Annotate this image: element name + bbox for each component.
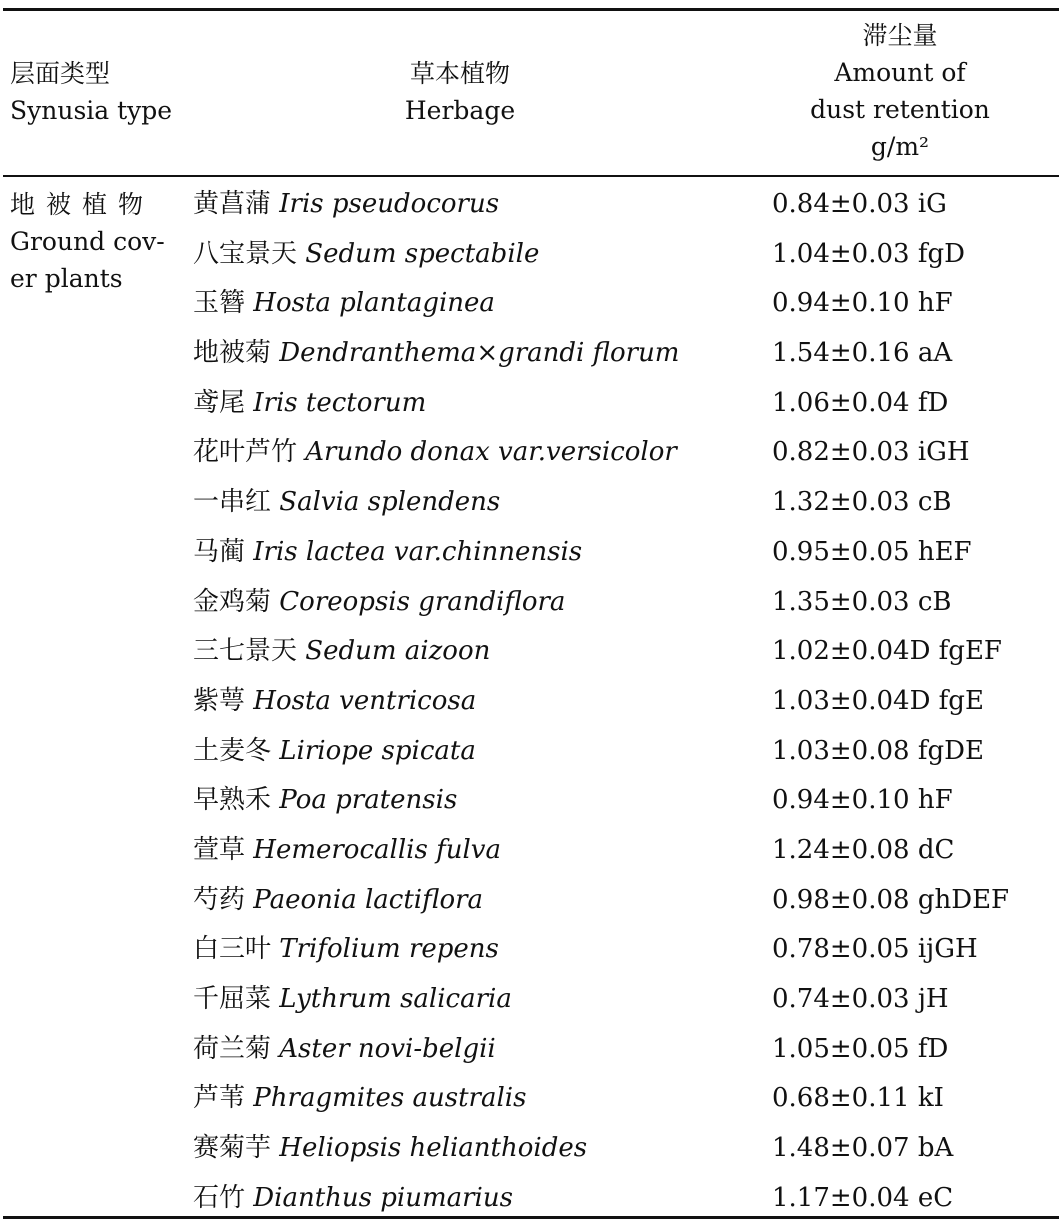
plant-name-cell <box>193 283 495 323</box>
plant-scientific-name: Hosta ventricosa <box>253 685 477 716</box>
dust-retention-value: 1.17±0.04 eC <box>772 1182 954 1213</box>
plant-scientific-name: Liriope spicata <box>279 735 476 766</box>
table-row <box>0 975 1064 1025</box>
plant-chinese-name: 金鸡菊 <box>193 586 272 617</box>
plant-name-cell <box>193 780 457 820</box>
plant-name-cell <box>193 532 582 572</box>
table-row <box>0 180 1064 230</box>
plant-chinese-name: 早熟禾 <box>193 785 272 816</box>
plant-chinese-name: 三七景天 <box>193 636 298 667</box>
table-row <box>0 329 1064 379</box>
plant-chinese-name: 地被菊 <box>193 338 272 369</box>
plant-chinese-name: 马蔺 <box>193 536 246 567</box>
plant-name-cell <box>193 681 476 721</box>
plant-scientific-name: Arundo donax var.versicolor <box>305 437 677 468</box>
plant-chinese-name: 鸢尾 <box>193 387 246 418</box>
plant-name-cell <box>193 731 476 771</box>
plant-scientific-name: Sedum spectabile <box>305 238 540 269</box>
dust-retention-value: 1.02±0.04D fgEF <box>772 636 1002 667</box>
plant-chinese-name: 千屈菜 <box>193 984 272 1014</box>
header-synusia-type <box>10 55 172 129</box>
plant-scientific-name: Poa pratensis <box>279 785 458 816</box>
plant-scientific-name: Phragmites australis <box>253 1083 527 1114</box>
plant-chinese-name: 芍药 <box>193 884 246 915</box>
header-herbage-en: Herbage <box>404 96 516 125</box>
header-synusia-en: Synusia type <box>10 96 173 125</box>
dust-retention-value: 1.04±0.03 fgD <box>772 238 965 269</box>
header-dust-unit: g/m² <box>870 132 930 161</box>
plant-scientific-name: Hosta plantaginea <box>253 288 495 319</box>
group-label-en-1: Ground cov- <box>10 227 165 256</box>
plant-scientific-name: Salvia splendens <box>279 487 501 518</box>
plant-chinese-name: 八宝景天 <box>193 238 298 269</box>
dust-retention-value: 0.74±0.03 jH <box>772 984 949 1014</box>
plant-scientific-name: Trifolium repens <box>279 934 499 965</box>
group-label-en-2: er plants <box>10 264 123 293</box>
plant-scientific-name: Hemerocallis fulva <box>253 834 501 865</box>
plant-chinese-name: 花叶芦竹 <box>193 437 298 468</box>
plant-scientific-name: Iris lactea var.chinnensis <box>253 536 583 567</box>
plant-chinese-name: 芦苇 <box>193 1083 246 1114</box>
dust-retention-value: 0.94±0.10 hF <box>772 288 953 319</box>
plant-name-cell <box>193 631 490 671</box>
table-row <box>0 230 1064 280</box>
table-top-rule <box>3 8 1059 11</box>
table-row <box>0 1124 1064 1174</box>
table-row <box>0 677 1064 727</box>
plant-name-cell <box>193 979 512 1019</box>
plant-scientific-name: Paeonia lactiflora <box>253 884 484 915</box>
plant-name-cell <box>193 482 500 522</box>
dust-retention-value: 1.35±0.03 cB <box>772 586 952 617</box>
dust-retention-value: 1.54±0.16 aA <box>772 338 953 369</box>
dust-retention-value: 1.05±0.05 fD <box>772 1033 949 1064</box>
plant-scientific-name: Iris tectorum <box>253 387 427 418</box>
table-bottom-rule <box>3 1216 1059 1219</box>
table-row <box>0 826 1064 876</box>
table-row <box>0 279 1064 329</box>
dust-retention-value: 0.78±0.05 ijGH <box>772 934 978 965</box>
plant-name-cell <box>193 383 426 423</box>
dust-retention-value: 0.82±0.03 iGH <box>772 437 970 468</box>
dust-retention-value: 1.03±0.08 fgDE <box>772 735 984 766</box>
plant-name-cell <box>193 880 483 920</box>
plant-name-cell <box>193 1128 587 1168</box>
table-row <box>0 925 1064 975</box>
dust-retention-value: 0.84±0.03 iG <box>772 189 947 219</box>
table-row <box>0 1074 1064 1124</box>
header-synusia-zh: 层面类型 <box>10 59 111 88</box>
plant-name-cell <box>193 582 565 622</box>
plant-name-cell <box>193 184 499 224</box>
plant-scientific-name: Iris pseudocorus <box>279 189 500 219</box>
plant-name-cell <box>193 333 679 373</box>
table-row <box>0 627 1064 677</box>
dust-retention-value: 1.03±0.04D fgE <box>772 685 984 716</box>
header-dust-zh: 滞尘量 <box>862 21 938 50</box>
plant-chinese-name: 土麦冬 <box>193 735 272 766</box>
header-herbage <box>340 55 580 129</box>
dust-retention-value: 0.68±0.11 kI <box>772 1083 944 1114</box>
plant-scientific-name: Sedum aizoon <box>305 636 491 667</box>
header-herbage-zh: 草本植物 <box>409 59 510 88</box>
table-header-rule <box>3 175 1059 177</box>
table-row <box>0 528 1064 578</box>
plant-scientific-name: Aster novi-belgii <box>279 1033 496 1064</box>
plant-chinese-name: 荷兰菊 <box>193 1033 272 1064</box>
dust-retention-value: 1.32±0.03 cB <box>772 487 952 518</box>
plant-scientific-name: Dendranthema×grandi florum <box>279 338 680 369</box>
plant-scientific-name: Lythrum salicaria <box>279 984 512 1014</box>
plant-name-cell <box>193 830 501 870</box>
dust-retention-value: 0.98±0.08 ghDEF <box>772 884 1010 915</box>
table-row <box>0 1025 1064 1075</box>
plant-chinese-name: 萱草 <box>193 834 246 865</box>
plant-name-cell <box>193 432 677 472</box>
table-body <box>0 180 1064 1223</box>
plant-name-cell <box>193 1078 526 1118</box>
plant-scientific-name: Heliopsis helianthoides <box>279 1133 588 1164</box>
table-row <box>0 727 1064 777</box>
plant-chinese-name: 赛菊芋 <box>193 1133 272 1164</box>
header-dust-en-2: dust retention <box>810 95 990 124</box>
plant-name-cell <box>193 1178 513 1218</box>
table-row <box>0 428 1064 478</box>
dust-retention-value: 1.48±0.07 bA <box>772 1133 954 1164</box>
table-row <box>0 776 1064 826</box>
table-row <box>0 478 1064 528</box>
group-label-zh: 地被植物 <box>10 190 155 219</box>
plant-scientific-name: Coreopsis grandiflora <box>279 586 566 617</box>
plant-chinese-name: 一串红 <box>193 487 272 518</box>
plant-chinese-name: 白三叶 <box>193 934 272 965</box>
plant-chinese-name: 石竹 <box>193 1182 246 1213</box>
plant-scientific-name: Dianthus piumarius <box>253 1182 513 1213</box>
plant-chinese-name: 黄菖蒲 <box>193 189 272 219</box>
dust-retention-value: 0.95±0.05 hEF <box>772 536 972 567</box>
plant-name-cell <box>193 1029 496 1069</box>
table-row <box>0 379 1064 429</box>
table-row <box>0 578 1064 628</box>
dust-retention-value: 1.24±0.08 dC <box>772 834 955 865</box>
plant-chinese-name: 紫萼 <box>193 685 246 716</box>
table-row <box>0 876 1064 926</box>
dust-retention-value: 0.94±0.10 hF <box>772 785 953 816</box>
plant-name-cell <box>193 234 539 274</box>
plant-chinese-name: 玉簪 <box>193 288 246 319</box>
header-dust-retention <box>760 17 1040 165</box>
plant-name-cell <box>193 929 499 969</box>
dust-retention-value: 1.06±0.04 fD <box>772 387 949 418</box>
header-dust-en-1: Amount of <box>834 58 966 87</box>
